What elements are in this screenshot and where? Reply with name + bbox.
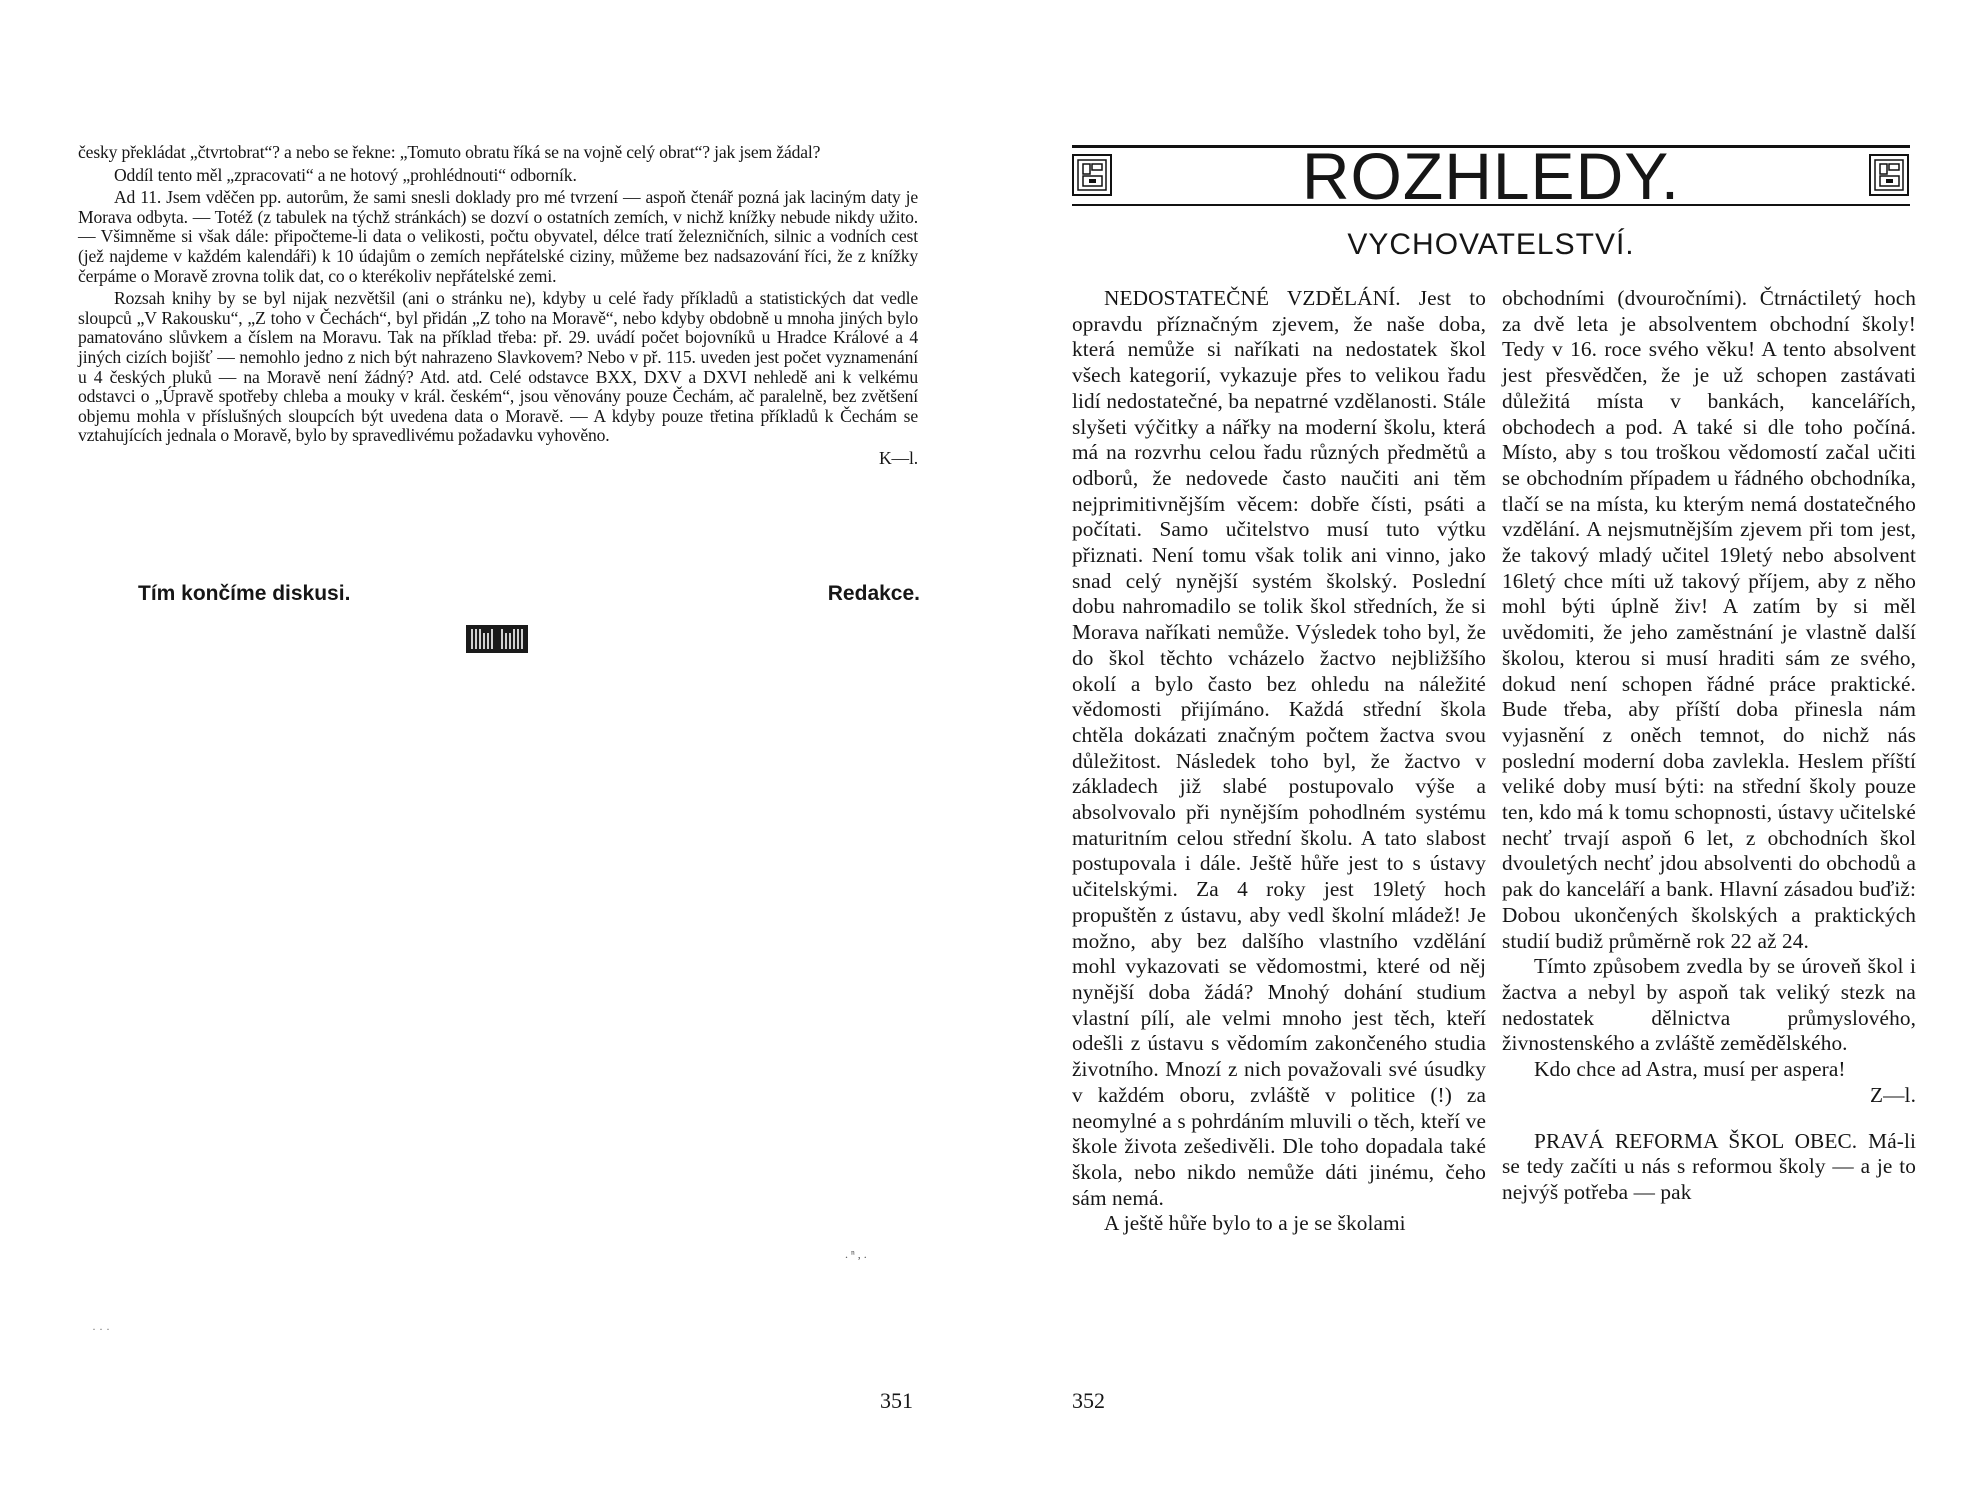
article-column-left [1072,286,1486,1237]
left-signature: K—l. [879,447,918,468]
right-page [992,0,1984,1500]
paragraph-gap [1502,1109,1916,1129]
left-paragraph-3: Ad 11. Jsem vděčen pp. autorům, že sami snesli doklady pro mé tvrzení — aspoň čtenář pozná jak laciným daty je Morava odbyta. — Totéž (z tabulek na týchž stránkách) se dozví o ostatních zemích, v nichž knížky nebude nikdy užito. — Všimněme si však dále: připočteme-li data o velikosti, počtu obyvatel, délce tratí železničních, silnic a vodních cest (jež najdeme v každém kalendáři) k 10 údajům o zemích nepřátelské ciziny, můžeme bez nadsazování říci, že z knížky čerpáme o Moravě zrovna tolik dat, co o kterékoliv nepřátelské zemi. [78,187,918,286]
article-column-right [1502,286,1916,1206]
end-ornament-icon [466,625,528,653]
column-right-paragraph-1: obchodními (dvouročními). Čtrnáctiletý hoch za dvě leta je absolventem obchodní školy! Tedy v 16. roce svého věku! A tento absolvent jest přesvědčen, že je už schopen zastávati důležitá místa v bankách, kancelářích, obchodech a pod. A také si dle toho počíná. Místo, aby s tou troškou vědomostí začal učiti se obchodním případem u řádného obchodníka, tlačí se na místa, ku kterým nemá dostatečného vzdělání. A nejsmutnějším zjevem při tom jest, že takový mladý učitel 19letý nebo absolvent 16letý chce míti už takový příjem, aby z něho mohl býti úplně živ! A zatím by si měl uvědomiti, že jeho zaměstnání je vlastně další školou, kterou si musí hraditi sám ze svého, dokud není schopen řádné práce praktické. Bude třeba, aby příští doba přinesla nám vyjasnění z oněch temnot, do nichž nás poslední moderní doba zavlekla. Heslem příští veliké doby musí býti: na střední školy pouze ten, kdo má k tomu schopnosti, ústavy učitelské nechť trvají aspoň 6 let, z obchodních škol dvouletých nechť jdou absolventi do obchodů a pak do kanceláří a bank. Hlavní zásadou buďiž: Dobou ukončených školských a praktických studií budiž průměrně rok 22 až 24. [1502,286,1916,953]
section-title: ROZHLEDY. [1301,139,1681,213]
editorial-signature: Redakce. [827,582,920,605]
left-paragraph-4: Rozsah knihy by se byl nijak nezvětšil (ani o stránku ne), kdyby u celé řady příkladů a statistických dat vedle sloupců „V Rakousku“, „Z toho v Čechách“, byl přidán „Z toho na Moravě“, nebo kdyby obdobně u mnoha jiných bylo pamatováno slůvkem a číslem na Moravu. Tak na příklad třeba: př. 29. uvádí počet bojovníků u Hradce Králové a 4 jiných cizích bojišť — nemohlo jedno z nich být nahrazeno Slavkovem? Nebo v př. 115. uveden jest počet vyznamenání u 4 českých pluků — na Moravě není žádný? Atd. atd. Celé odstavce BXX, DXV a DXVI nehledě ani k velkému odstavci o „Úpravě spotřeby chleba a mouky v král. českém“, jsou věnovány pouze Čechám, ač paralelně, bez zvětšení objemu mohla v příslušných sloupcích být uvedena data o Moravě. — A kdyby pouze třetina příkladů k Čechám se vztahujících jednala o Moravě, bylo by spravedlivému požadavku vyhověno. [78,288,918,446]
column-right-signature: Z—l. [1870,1082,1916,1107]
print-specks: . ⁿ , . [845,1247,867,1261]
page-number-left: 351 [880,1388,913,1413]
closing-statement: Tím končíme diskusi. [138,582,351,605]
column-left-paragraph-2: A ještě hůře bylo to a je se školami [1104,1211,1406,1236]
column-right-paragraph-4: PRAVÁ REFORMA ŠKOL OBEC. Má-li se tedy začíti u nás s reformou školy — a je to nejvýš potřeba — pak [1502,1128,1916,1204]
print-specks-lower: · · · [92,1322,110,1336]
left-paragraph-2: Oddíl tento měl „zpracovati“ a ne hotový „prohlédnouti“ odborník. [114,164,577,185]
column-right-paragraph-3: Kdo chce ad Astra, musí per aspera! [1534,1057,1846,1082]
left-paragraph-1: česky překládat „čtvrtobrat“? a nebo se řekne: „Tomuto obratu říká se na vojně celý obrat“? jak jsem žádal? [78,142,821,162]
closing-row [138,582,920,606]
header-ornament-right-icon [1869,154,1909,196]
subsection-title: VYCHOVATELSTVÍ. [1347,228,1635,261]
page-number-right: 352 [1072,1388,1105,1413]
column-right-paragraph-2: Tímto způsobem zvedla by se úroveň škol i žactva a nebyl by aspoň tak veliký stezk na nedostatek dělnictva průmyslového, živnostenského a zvláště zemědělského. [1502,954,1916,1056]
column-left-paragraph-1: NEDOSTATEČNÉ VZDĚLÁNÍ. Jest to opravdu příznačným zjevem, že naše doba, která nemůže si naříkati na nedostatek škol všech kategorií, vykazuje přes to velikou řadu lidí nedostatečné, ba nepatrné vzdělanosti. Stále slyšeti výčitky a nářky na moderní školu, která má na rozvrhu celou řadu různých předmětů a odborů, že nedovede často naučiti ani těm nejprimitivnějším věcem: dobře čísti, psáti a počítati. Samo učitelstvo musí tuto výtku přiznati. Není tomu však tolik ani vinno, jako snad celý nynější systém školský. Poslední dobu nahromadilo se tolik škol středních, že si Morava naříkati nemůže. Výsledek toho byl, že do škol těchto vcházelo žactvo nejbližšího okolí a bylo často bez ohledu na náležité vědomosti přijímáno. Každá střední škola chtěla dokázati značným počtem žactva svou důležitost. Následek toho byl, že žactvo v základech již slabé postupovalo výše a absolvovalo při nynějším pohodlném systému maturitním celou střední školu. A tato slabost postupovala i dále. Ještě hůře jest to s ústavy učitelskými. Za 4 roky jest 19letý hoch propuštěn z ústavu, aby vedl školní mládež! Je možno, aby bez dalšího vlastního vzdělání mohl vykazovati se vědomostmi, které od něj nynější doba žádá? Mnohý dohání studium vlastní pílí, ale velmi mnoho jest těch, kteří odešli z ústavu s vědomím zakončeného studia životního. Mnozí z nich považovali své úsudky v každém oboru, zvláště v politice (!) za neomylné a s pohrdáním mluvili o těch, kteří ve škole života zešedivěli. Dle toho dopadala také škola, nebo nikdo nemůže dáti jinému, čeho sám nemá. [1072,286,1486,1210]
left-page-text [78,143,918,472]
